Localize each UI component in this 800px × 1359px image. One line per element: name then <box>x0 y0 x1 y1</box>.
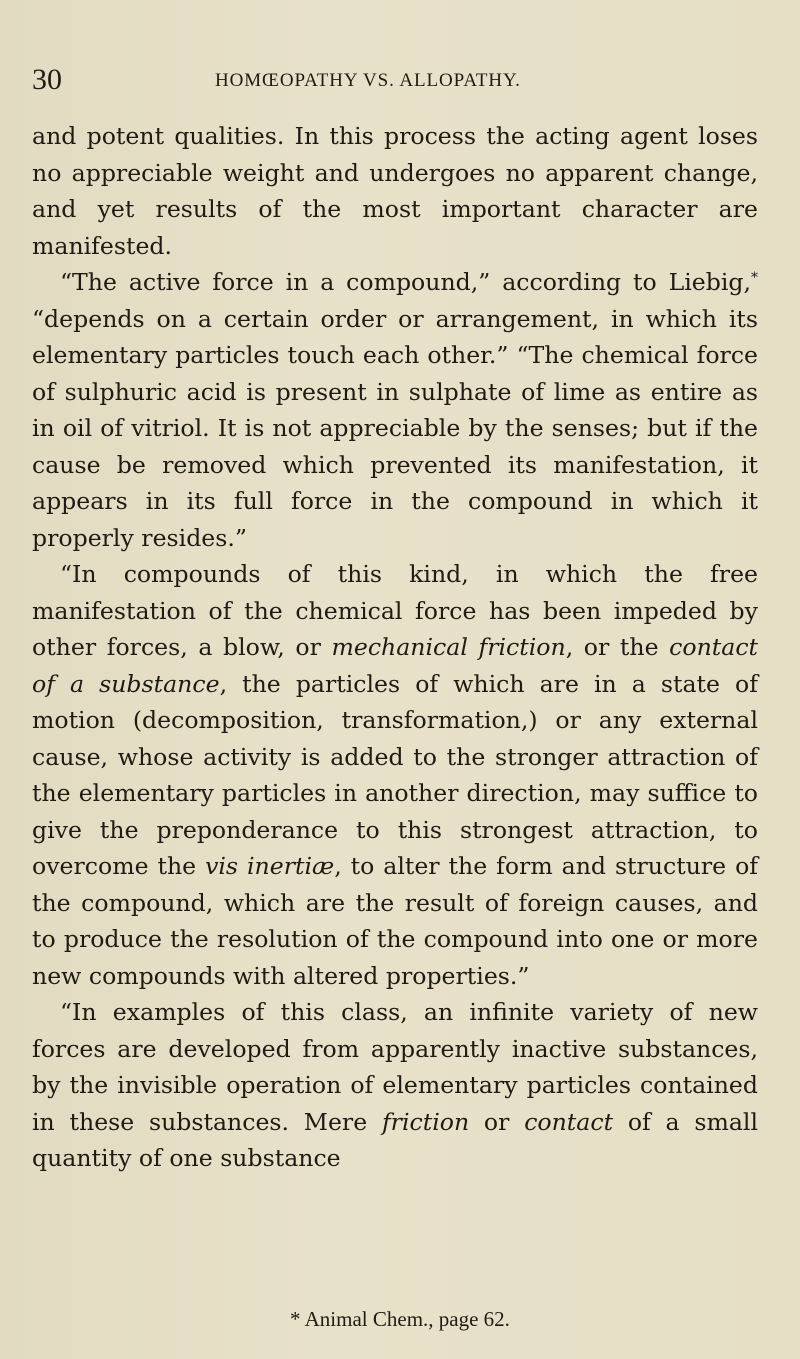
text-segment: “The active force in a compound,” according to Liebig, <box>60 268 751 296</box>
page-header <box>32 60 732 100</box>
page-number: 30 <box>32 63 62 96</box>
text-segment: , or the <box>565 633 670 661</box>
footnote-marker: * <box>751 270 758 286</box>
running-title: HOMŒOPATHY VS. ALLOPATHY. <box>215 70 521 91</box>
body-text <box>32 118 758 1177</box>
text-segment: or <box>469 1107 525 1136</box>
text-segment: , the particles of which are in a state of motion (decomposition, transformation,) or any external cause, whose activity is added to the stronger attraction of the elementary particles in another direction, may suffice to give the preponderance to this strongest attraction, to overcome the <box>32 669 758 880</box>
paragraph <box>32 118 758 264</box>
text-segment: “In examples of this class, an infinite variety of new forces are developed from apparently inactive substances, by the invisible operation of elementary particles contained in these substances. Mere <box>32 998 758 1136</box>
text-segment: , to alter the form and structure of the compound, which are the result of foreign causes, and to produce the resolution of the compound into one or more new compounds with altered properties.” <box>32 852 759 990</box>
italic-text: mechanical friction <box>331 633 566 661</box>
italic-text: friction <box>381 1107 470 1136</box>
italic-text: contact of a substance <box>32 633 759 698</box>
paragraph <box>32 264 758 556</box>
italic-text: vis inertiæ <box>205 852 335 880</box>
text-segment: of a small quantity of one substance <box>32 1107 759 1172</box>
paragraph <box>32 994 758 1177</box>
italic-text: contact <box>524 1107 614 1136</box>
footnote: * Animal Chem., page 62. <box>290 1307 510 1331</box>
text-segment: “In compounds of this kind, in which the free manifestation of the chemical force has been impeded by other forces, a blow, or <box>32 560 758 661</box>
text-segment: and potent qualities. In this process the acting agent loses no appreciable weight and undergoes no apparent change, and yet results of the most important character are manifested. <box>32 122 758 260</box>
paragraph <box>32 556 758 994</box>
text-segment: “depends on a certain order or arrangement, in which its elementary particles touch each other.” “The chemical force of sulphuric acid is present in sulphate of lime as entire as in oil of vitriol. It is not appreciable by the senses; but if the cause be removed which prevented its manifestation, it appears in its full force in the compound in which it properly resides.” <box>32 304 758 552</box>
